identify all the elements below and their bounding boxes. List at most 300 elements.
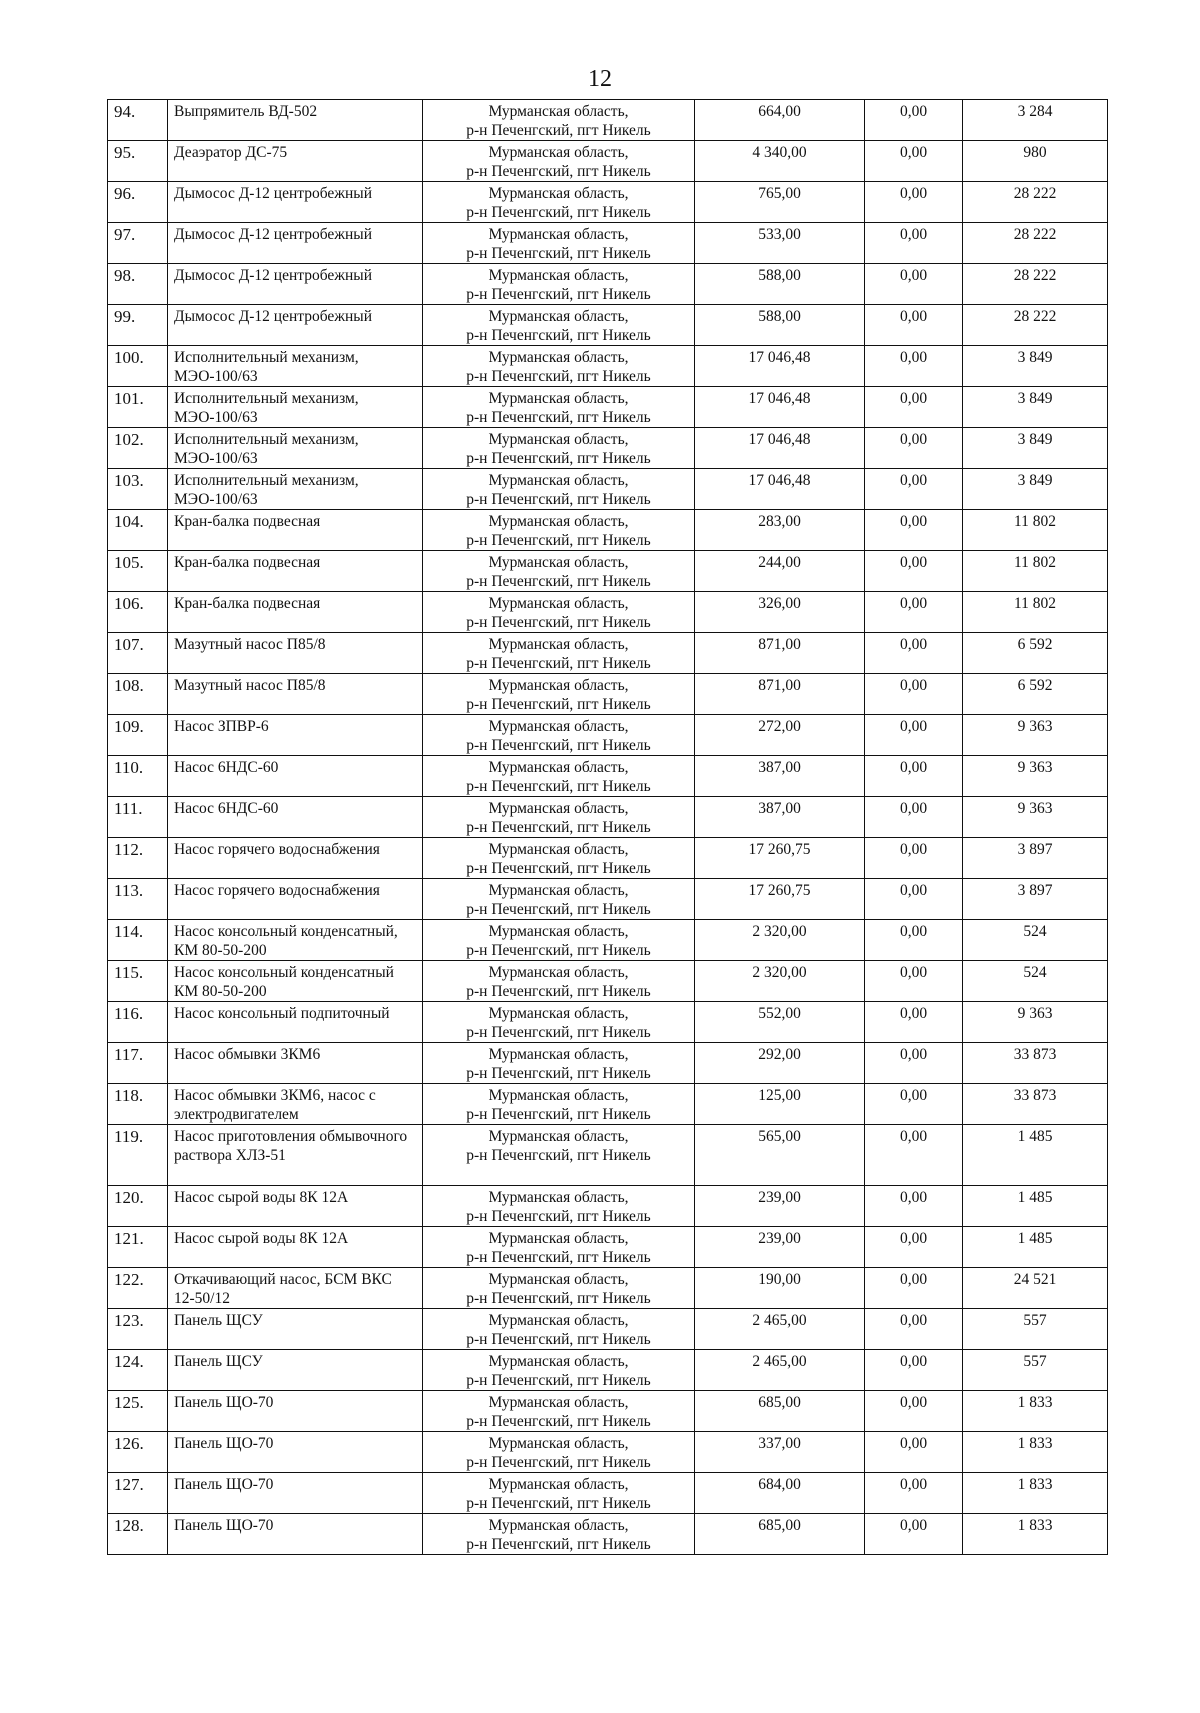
location-district: р-н Печенгский, пгт Никель bbox=[466, 1024, 651, 1041]
location-region: Мурманская область, bbox=[488, 390, 629, 407]
location-cell bbox=[423, 1514, 695, 1555]
table-row bbox=[108, 141, 1108, 182]
table-row bbox=[108, 961, 1108, 1002]
table-row bbox=[108, 100, 1108, 141]
value-2-cell: 0,00 bbox=[865, 1186, 963, 1227]
value-2-cell: 0,00 bbox=[865, 510, 963, 551]
value-3-cell: 524 bbox=[963, 961, 1108, 1002]
equipment-name-cell: Дымосос Д-12 центробежный bbox=[168, 182, 423, 223]
value-3-cell: 9 363 bbox=[963, 715, 1108, 756]
location-region: Мурманская область, bbox=[488, 1046, 629, 1063]
location-cell bbox=[423, 797, 695, 838]
location-district: р-н Печенгский, пгт Никель bbox=[466, 532, 651, 549]
location-cell bbox=[423, 1432, 695, 1473]
location-district: р-н Печенгский, пгт Никель bbox=[466, 1454, 651, 1471]
location-region: Мурманская область, bbox=[488, 1517, 629, 1534]
value-2-cell: 0,00 bbox=[865, 1473, 963, 1514]
row-number-cell: 97. bbox=[108, 223, 168, 264]
location-district: р-н Печенгский, пгт Никель bbox=[466, 286, 651, 303]
asset-registry-body bbox=[108, 100, 1108, 1555]
location-cell bbox=[423, 264, 695, 305]
row-number-cell: 117. bbox=[108, 1043, 168, 1084]
location-district: р-н Печенгский, пгт Никель bbox=[466, 860, 651, 877]
value-3-cell: 28 222 bbox=[963, 264, 1108, 305]
location-district: р-н Печенгский, пгт Никель bbox=[466, 368, 651, 385]
location-cell bbox=[423, 1084, 695, 1125]
table-row bbox=[108, 428, 1108, 469]
table-row bbox=[108, 1432, 1108, 1473]
equipment-name-cell: Исполнительный механизм, МЭО-100/63 bbox=[168, 346, 423, 387]
table-row bbox=[108, 305, 1108, 346]
location-district: р-н Печенгский, пгт Никель bbox=[466, 1065, 651, 1082]
equipment-name-cell: Кран-балка подвесная bbox=[168, 592, 423, 633]
table-row bbox=[108, 1043, 1108, 1084]
row-number-cell: 105. bbox=[108, 551, 168, 592]
row-number-cell: 103. bbox=[108, 469, 168, 510]
location-region: Мурманская область, bbox=[488, 308, 629, 325]
location-region: Мурманская область, bbox=[488, 800, 629, 817]
value-2-cell: 0,00 bbox=[865, 100, 963, 141]
value-1-cell: 684,00 bbox=[695, 1473, 865, 1514]
value-3-cell: 24 521 bbox=[963, 1268, 1108, 1309]
location-cell bbox=[423, 223, 695, 264]
value-3-cell: 3 284 bbox=[963, 100, 1108, 141]
value-1-cell: 871,00 bbox=[695, 674, 865, 715]
table-row bbox=[108, 756, 1108, 797]
table-row bbox=[108, 1391, 1108, 1432]
location-region: Мурманская область, bbox=[488, 1476, 629, 1493]
table-row bbox=[108, 1514, 1108, 1555]
value-3-cell: 11 802 bbox=[963, 551, 1108, 592]
location-cell bbox=[423, 879, 695, 920]
row-number-cell: 111. bbox=[108, 797, 168, 838]
value-2-cell: 0,00 bbox=[865, 469, 963, 510]
value-2-cell: 0,00 bbox=[865, 1514, 963, 1555]
equipment-name-cell: Насос приготовления обмывочного раствора ХЛЗ-51 bbox=[168, 1125, 423, 1186]
location-cell bbox=[423, 674, 695, 715]
location-region: Мурманская область, bbox=[488, 185, 629, 202]
equipment-name-cell: Панель ЩО-70 bbox=[168, 1432, 423, 1473]
value-1-cell: 244,00 bbox=[695, 551, 865, 592]
value-3-cell: 11 802 bbox=[963, 510, 1108, 551]
location-cell bbox=[423, 961, 695, 1002]
value-3-cell: 557 bbox=[963, 1350, 1108, 1391]
value-1-cell: 239,00 bbox=[695, 1227, 865, 1268]
value-1-cell: 4 340,00 bbox=[695, 141, 865, 182]
location-district: р-н Печенгский, пгт Никель bbox=[466, 1147, 651, 1164]
location-region: Мурманская область, bbox=[488, 1230, 629, 1247]
table-row bbox=[108, 592, 1108, 633]
row-number-cell: 99. bbox=[108, 305, 168, 346]
value-1-cell: 552,00 bbox=[695, 1002, 865, 1043]
value-2-cell: 0,00 bbox=[865, 920, 963, 961]
row-number-cell: 121. bbox=[108, 1227, 168, 1268]
value-1-cell: 292,00 bbox=[695, 1043, 865, 1084]
value-1-cell: 17 260,75 bbox=[695, 838, 865, 879]
table-row bbox=[108, 182, 1108, 223]
equipment-name-cell: Насос горячего водоснабжения bbox=[168, 838, 423, 879]
value-1-cell: 190,00 bbox=[695, 1268, 865, 1309]
value-1-cell: 2 465,00 bbox=[695, 1309, 865, 1350]
equipment-name-cell: Панель ЩО-70 bbox=[168, 1473, 423, 1514]
value-1-cell: 337,00 bbox=[695, 1432, 865, 1473]
table-row bbox=[108, 1227, 1108, 1268]
location-district: р-н Печенгский, пгт Никель bbox=[466, 1495, 651, 1512]
value-3-cell: 1 833 bbox=[963, 1473, 1108, 1514]
value-3-cell: 11 802 bbox=[963, 592, 1108, 633]
value-1-cell: 565,00 bbox=[695, 1125, 865, 1186]
value-1-cell: 2 465,00 bbox=[695, 1350, 865, 1391]
location-region: Мурманская область, bbox=[488, 1128, 629, 1145]
row-number-cell: 94. bbox=[108, 100, 168, 141]
location-cell bbox=[423, 1473, 695, 1514]
row-number-cell: 119. bbox=[108, 1125, 168, 1186]
value-2-cell: 0,00 bbox=[865, 756, 963, 797]
location-region: Мурманская область, bbox=[488, 1312, 629, 1329]
location-cell bbox=[423, 1125, 695, 1186]
location-district: р-н Печенгский, пгт Никель bbox=[466, 737, 651, 754]
table-row bbox=[108, 346, 1108, 387]
row-number-cell: 106. bbox=[108, 592, 168, 633]
location-cell bbox=[423, 182, 695, 223]
location-cell bbox=[423, 100, 695, 141]
location-region: Мурманская область, bbox=[488, 1435, 629, 1452]
table-row bbox=[108, 469, 1108, 510]
value-2-cell: 0,00 bbox=[865, 223, 963, 264]
location-district: р-н Печенгский, пгт Никель bbox=[466, 942, 651, 959]
location-cell bbox=[423, 633, 695, 674]
table-row bbox=[108, 223, 1108, 264]
value-3-cell: 9 363 bbox=[963, 797, 1108, 838]
equipment-name-cell: Насос консольный подпиточный bbox=[168, 1002, 423, 1043]
value-2-cell: 0,00 bbox=[865, 674, 963, 715]
location-district: р-н Печенгский, пгт Никель bbox=[466, 1106, 651, 1123]
table-row bbox=[108, 797, 1108, 838]
location-region: Мурманская область, bbox=[488, 677, 629, 694]
equipment-name-cell: Исполнительный механизм, МЭО-100/63 bbox=[168, 387, 423, 428]
row-number-cell: 120. bbox=[108, 1186, 168, 1227]
location-cell bbox=[423, 1043, 695, 1084]
location-region: Мурманская область, bbox=[488, 103, 629, 120]
value-3-cell: 3 897 bbox=[963, 879, 1108, 920]
table-row bbox=[108, 1268, 1108, 1309]
location-region: Мурманская область, bbox=[488, 267, 629, 284]
value-2-cell: 0,00 bbox=[865, 633, 963, 674]
row-number-cell: 112. bbox=[108, 838, 168, 879]
value-2-cell: 0,00 bbox=[865, 592, 963, 633]
location-district: р-н Печенгский, пгт Никель bbox=[466, 1413, 651, 1430]
row-number-cell: 127. bbox=[108, 1473, 168, 1514]
location-cell bbox=[423, 592, 695, 633]
value-3-cell: 3 849 bbox=[963, 387, 1108, 428]
location-district: р-н Печенгский, пгт Никель bbox=[466, 1372, 651, 1389]
location-region: Мурманская область, bbox=[488, 1087, 629, 1104]
table-row bbox=[108, 920, 1108, 961]
value-3-cell: 1 833 bbox=[963, 1432, 1108, 1473]
value-1-cell: 272,00 bbox=[695, 715, 865, 756]
equipment-name-cell: Откачивающий насос, БСМ ВКС 12-50/12 bbox=[168, 1268, 423, 1309]
value-2-cell: 0,00 bbox=[865, 961, 963, 1002]
value-3-cell: 28 222 bbox=[963, 182, 1108, 223]
location-region: Мурманская область, bbox=[488, 841, 629, 858]
value-3-cell: 9 363 bbox=[963, 1002, 1108, 1043]
equipment-name-cell: Насос 6НДС-60 bbox=[168, 797, 423, 838]
location-cell bbox=[423, 715, 695, 756]
value-2-cell: 0,00 bbox=[865, 838, 963, 879]
location-cell bbox=[423, 756, 695, 797]
value-3-cell: 1 485 bbox=[963, 1125, 1108, 1186]
table-row bbox=[108, 510, 1108, 551]
table-row bbox=[108, 1186, 1108, 1227]
value-2-cell: 0,00 bbox=[865, 551, 963, 592]
equipment-name-cell: Деаэратор ДС-75 bbox=[168, 141, 423, 182]
location-district: р-н Печенгский, пгт Никель bbox=[466, 1536, 651, 1553]
location-district: р-н Печенгский, пгт Никель bbox=[466, 163, 651, 180]
row-number-cell: 100. bbox=[108, 346, 168, 387]
equipment-name-cell: Насос консольный конденсатный КМ 80-50-200 bbox=[168, 961, 423, 1002]
location-district: р-н Печенгский, пгт Никель bbox=[466, 819, 651, 836]
equipment-name-cell: Насос обмывки 3КМ6 bbox=[168, 1043, 423, 1084]
table-row bbox=[108, 551, 1108, 592]
value-1-cell: 664,00 bbox=[695, 100, 865, 141]
location-district: р-н Печенгский, пгт Никель bbox=[466, 614, 651, 631]
row-number-cell: 124. bbox=[108, 1350, 168, 1391]
equipment-name-cell: Кран-балка подвесная bbox=[168, 551, 423, 592]
value-2-cell: 0,00 bbox=[865, 1227, 963, 1268]
row-number-cell: 107. bbox=[108, 633, 168, 674]
location-cell bbox=[423, 387, 695, 428]
equipment-name-cell: Кран-балка подвесная bbox=[168, 510, 423, 551]
row-number-cell: 110. bbox=[108, 756, 168, 797]
value-2-cell: 0,00 bbox=[865, 1125, 963, 1186]
equipment-name-cell: Насос 6НДС-60 bbox=[168, 756, 423, 797]
location-region: Мурманская область, bbox=[488, 226, 629, 243]
value-2-cell: 0,00 bbox=[865, 797, 963, 838]
value-3-cell: 3 897 bbox=[963, 838, 1108, 879]
value-2-cell: 0,00 bbox=[865, 1268, 963, 1309]
table-row bbox=[108, 674, 1108, 715]
value-3-cell: 1 485 bbox=[963, 1186, 1108, 1227]
row-number-cell: 122. bbox=[108, 1268, 168, 1309]
value-2-cell: 0,00 bbox=[865, 1043, 963, 1084]
equipment-name-cell: Исполнительный механизм, МЭО-100/63 bbox=[168, 428, 423, 469]
value-2-cell: 0,00 bbox=[865, 305, 963, 346]
value-3-cell: 28 222 bbox=[963, 223, 1108, 264]
location-cell bbox=[423, 1002, 695, 1043]
equipment-name-cell: Дымосос Д-12 центробежный bbox=[168, 264, 423, 305]
value-1-cell: 685,00 bbox=[695, 1514, 865, 1555]
value-2-cell: 0,00 bbox=[865, 387, 963, 428]
value-1-cell: 588,00 bbox=[695, 264, 865, 305]
row-number-cell: 96. bbox=[108, 182, 168, 223]
value-3-cell: 9 363 bbox=[963, 756, 1108, 797]
location-region: Мурманская область, bbox=[488, 636, 629, 653]
row-number-cell: 115. bbox=[108, 961, 168, 1002]
location-district: р-н Печенгский, пгт Никель bbox=[466, 696, 651, 713]
location-cell bbox=[423, 920, 695, 961]
value-2-cell: 0,00 bbox=[865, 715, 963, 756]
equipment-name-cell: Панель ЩО-70 bbox=[168, 1514, 423, 1555]
equipment-name-cell: Насос консольный конденсатный, КМ 80-50-200 bbox=[168, 920, 423, 961]
value-1-cell: 387,00 bbox=[695, 797, 865, 838]
location-region: Мурманская область, bbox=[488, 431, 629, 448]
location-cell bbox=[423, 1227, 695, 1268]
location-region: Мурманская область, bbox=[488, 718, 629, 735]
value-3-cell: 33 873 bbox=[963, 1084, 1108, 1125]
value-1-cell: 2 320,00 bbox=[695, 920, 865, 961]
row-number-cell: 116. bbox=[108, 1002, 168, 1043]
location-region: Мурманская область, bbox=[488, 349, 629, 366]
row-number-cell: 101. bbox=[108, 387, 168, 428]
equipment-name-cell: Насос обмывки 3КМ6, насос с электродвигателем bbox=[168, 1084, 423, 1125]
location-cell bbox=[423, 1309, 695, 1350]
table-row bbox=[108, 1125, 1108, 1186]
location-region: Мурманская область, bbox=[488, 472, 629, 489]
value-1-cell: 17 260,75 bbox=[695, 879, 865, 920]
location-region: Мурманская область, bbox=[488, 882, 629, 899]
page-number: 12 bbox=[588, 66, 612, 92]
value-3-cell: 3 849 bbox=[963, 428, 1108, 469]
equipment-name-cell: Дымосос Д-12 центробежный bbox=[168, 223, 423, 264]
location-region: Мурманская область, bbox=[488, 1005, 629, 1022]
table-row bbox=[108, 264, 1108, 305]
equipment-name-cell: Исполнительный механизм, МЭО-100/63 bbox=[168, 469, 423, 510]
location-cell bbox=[423, 551, 695, 592]
table-row bbox=[108, 633, 1108, 674]
equipment-name-cell: Насос ЗПВР-6 bbox=[168, 715, 423, 756]
location-region: Мурманская область, bbox=[488, 144, 629, 161]
table-row bbox=[108, 838, 1108, 879]
location-region: Мурманская область, bbox=[488, 759, 629, 776]
location-district: р-н Печенгский, пгт Никель bbox=[466, 245, 651, 262]
value-1-cell: 533,00 bbox=[695, 223, 865, 264]
value-1-cell: 17 046,48 bbox=[695, 428, 865, 469]
value-1-cell: 387,00 bbox=[695, 756, 865, 797]
location-region: Мурманская область, bbox=[488, 513, 629, 530]
asset-registry-table bbox=[107, 99, 1108, 1555]
row-number-cell: 102. bbox=[108, 428, 168, 469]
location-district: р-н Печенгский, пгт Никель bbox=[466, 409, 651, 426]
location-cell bbox=[423, 838, 695, 879]
equipment-name-cell: Панель ЩСУ bbox=[168, 1350, 423, 1391]
value-3-cell: 6 592 bbox=[963, 674, 1108, 715]
value-2-cell: 0,00 bbox=[865, 428, 963, 469]
value-1-cell: 17 046,48 bbox=[695, 387, 865, 428]
value-3-cell: 524 bbox=[963, 920, 1108, 961]
value-2-cell: 0,00 bbox=[865, 1309, 963, 1350]
value-3-cell: 6 592 bbox=[963, 633, 1108, 674]
location-cell bbox=[423, 1350, 695, 1391]
value-2-cell: 0,00 bbox=[865, 141, 963, 182]
location-cell bbox=[423, 428, 695, 469]
location-cell bbox=[423, 141, 695, 182]
location-region: Мурманская область, bbox=[488, 1353, 629, 1370]
value-3-cell: 557 bbox=[963, 1309, 1108, 1350]
location-district: р-н Печенгский, пгт Никель bbox=[466, 327, 651, 344]
row-number-cell: 113. bbox=[108, 879, 168, 920]
equipment-name-cell: Насос сырой воды 8К 12А bbox=[168, 1227, 423, 1268]
location-region: Мурманская область, bbox=[488, 1189, 629, 1206]
row-number-cell: 126. bbox=[108, 1432, 168, 1473]
location-cell bbox=[423, 1186, 695, 1227]
value-2-cell: 0,00 bbox=[865, 1002, 963, 1043]
value-3-cell: 28 222 bbox=[963, 305, 1108, 346]
location-district: р-н Печенгский, пгт Никель bbox=[466, 983, 651, 1000]
row-number-cell: 123. bbox=[108, 1309, 168, 1350]
value-3-cell: 1 833 bbox=[963, 1514, 1108, 1555]
value-3-cell: 33 873 bbox=[963, 1043, 1108, 1084]
row-number-cell: 125. bbox=[108, 1391, 168, 1432]
value-3-cell: 3 849 bbox=[963, 469, 1108, 510]
value-1-cell: 871,00 bbox=[695, 633, 865, 674]
location-region: Мурманская область, bbox=[488, 595, 629, 612]
location-district: р-н Печенгский, пгт Никель bbox=[466, 450, 651, 467]
location-cell bbox=[423, 305, 695, 346]
value-1-cell: 588,00 bbox=[695, 305, 865, 346]
equipment-name-cell: Мазутный насос П85/8 bbox=[168, 633, 423, 674]
location-district: р-н Печенгский, пгт Никель bbox=[466, 491, 651, 508]
value-2-cell: 0,00 bbox=[865, 1432, 963, 1473]
equipment-name-cell: Дымосос Д-12 центробежный bbox=[168, 305, 423, 346]
table-row bbox=[108, 715, 1108, 756]
location-district: р-н Печенгский, пгт Никель bbox=[466, 122, 651, 139]
value-2-cell: 0,00 bbox=[865, 1350, 963, 1391]
location-cell bbox=[423, 346, 695, 387]
location-district: р-н Печенгский, пгт Никель bbox=[466, 1208, 651, 1225]
value-1-cell: 2 320,00 bbox=[695, 961, 865, 1002]
location-region: Мурманская область, bbox=[488, 1271, 629, 1288]
value-2-cell: 0,00 bbox=[865, 879, 963, 920]
location-region: Мурманская область, bbox=[488, 964, 629, 981]
value-1-cell: 125,00 bbox=[695, 1084, 865, 1125]
equipment-name-cell: Выпрямитель ВД-502 bbox=[168, 100, 423, 141]
value-1-cell: 239,00 bbox=[695, 1186, 865, 1227]
table-row bbox=[108, 1350, 1108, 1391]
location-cell bbox=[423, 1268, 695, 1309]
table-row bbox=[108, 1002, 1108, 1043]
location-region: Мурманская область, bbox=[488, 554, 629, 571]
location-district: р-н Печенгский, пгт Никель bbox=[466, 778, 651, 795]
location-district: р-н Печенгский, пгт Никель bbox=[466, 655, 651, 672]
row-number-cell: 104. bbox=[108, 510, 168, 551]
value-3-cell: 980 bbox=[963, 141, 1108, 182]
location-cell bbox=[423, 510, 695, 551]
row-number-cell: 128. bbox=[108, 1514, 168, 1555]
location-district: р-н Печенгский, пгт Никель bbox=[466, 1249, 651, 1266]
row-number-cell: 118. bbox=[108, 1084, 168, 1125]
value-1-cell: 765,00 bbox=[695, 182, 865, 223]
value-1-cell: 685,00 bbox=[695, 1391, 865, 1432]
table-row bbox=[108, 387, 1108, 428]
value-2-cell: 0,00 bbox=[865, 264, 963, 305]
value-1-cell: 283,00 bbox=[695, 510, 865, 551]
location-district: р-н Печенгский, пгт Никель bbox=[466, 573, 651, 590]
table-row bbox=[108, 1309, 1108, 1350]
location-district: р-н Печенгский, пгт Никель bbox=[466, 901, 651, 918]
value-1-cell: 17 046,48 bbox=[695, 469, 865, 510]
row-number-cell: 95. bbox=[108, 141, 168, 182]
location-district: р-н Печенгский, пгт Никель bbox=[466, 1290, 651, 1307]
location-district: р-н Печенгский, пгт Никель bbox=[466, 204, 651, 221]
value-2-cell: 0,00 bbox=[865, 346, 963, 387]
value-3-cell: 1 485 bbox=[963, 1227, 1108, 1268]
table-row bbox=[108, 879, 1108, 920]
equipment-name-cell: Насос сырой воды 8К 12А bbox=[168, 1186, 423, 1227]
value-2-cell: 0,00 bbox=[865, 182, 963, 223]
table-row bbox=[108, 1084, 1108, 1125]
value-2-cell: 0,00 bbox=[865, 1084, 963, 1125]
location-cell bbox=[423, 469, 695, 510]
